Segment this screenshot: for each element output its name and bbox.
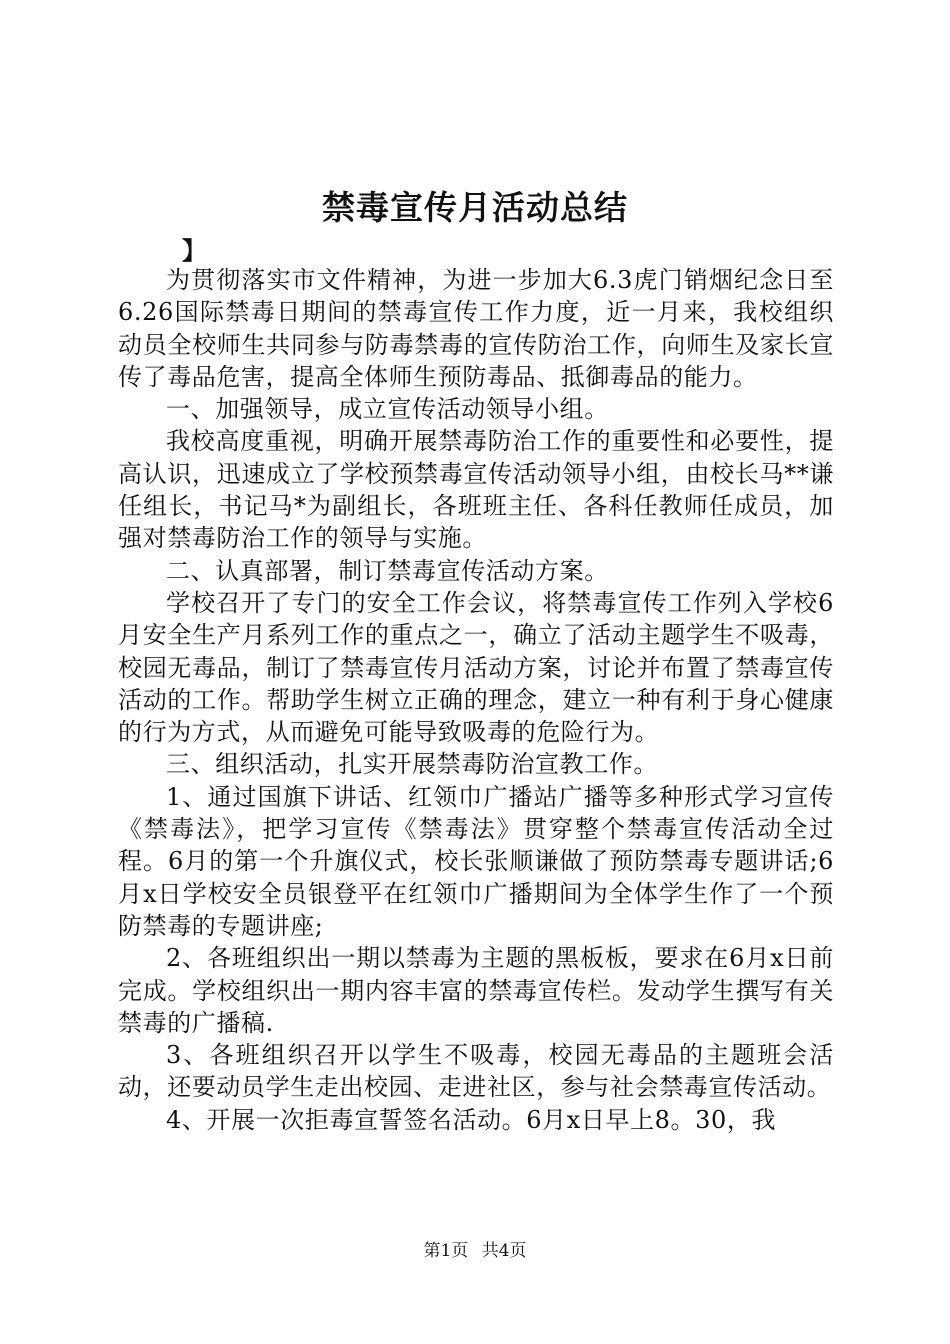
page-footer [0, 1239, 950, 1263]
activity-item-3: 3、各班组织召开以学生不吸毒，校园无毒品的主题班会活动，还要动员学生走出校园、走进社区，参与社会禁毒宣传活动。 [118, 1041, 834, 1102]
document-body [118, 264, 834, 1136]
page-total: 共4页 [481, 1241, 527, 1261]
activity-item-1: 1、通过国旗下讲话、红领巾广播站广播等多种形式学习宣传《禁毒法》，把学习宣传《禁毒法》贯穿整个禁毒宣传活动全过程。6月的第一个升旗仪式，校长张顺谦做了预防禁毒专题讲话;6月x日学校安全员银登平在红领巾广播期间为全体学生作了一个预防禁毒的专题讲座; [118, 782, 834, 940]
document-title: 禁毒宣传月活动总结 [322, 188, 628, 227]
page-number: 第1页 [423, 1241, 469, 1261]
intro-paragraph: 为贯彻落实市文件精神，为进一步加大6.3虎门销烟纪念日至6.26国际禁毒日期间的禁毒宣传工作力度，近一月来，我校组织动员全校师生共同参与防毒禁毒的宣传防治工作，向师生及家长宣传了毒品危害，提高全体师生预防毒品、抵御毒品的能力。 [118, 266, 834, 391]
section-paragraph-2: 学校召开了专门的安全工作会议，将禁毒宣传工作列入学校6月安全生产月系列工作的重点之一，确立了活动主题学生不吸毒，校园无毒品，制订了禁毒宣传月活动方案，讨论并布置了禁毒宣传活动的工作。帮助学生树立正确的理念，建立一种有利于身心健康的行为方式，从而避免可能导致吸毒的危险行为。 [118, 588, 834, 747]
activity-item-4: 4、开展一次拒毒宣誓签名活动。6月x日早上8。30，我 [166, 1105, 777, 1134]
section-heading-3: 三、组织活动，扎实开展禁毒防治宣教工作。 [166, 750, 658, 779]
section-heading-2: 二、认真部署，制订禁毒宣传活动方案。 [166, 556, 609, 585]
bracket-mark: 】 [182, 236, 206, 265]
activity-item-2: 2、各班组织出一期以禁毒为主题的黑板板，要求在6月x日前完成。学校组织出一期内容丰富的禁毒宣传栏。发动学生撰写有关禁毒的广播稿. [118, 944, 834, 1037]
section-heading-1: 一、加强领导，成立宣传活动领导小组。 [166, 395, 609, 424]
section-paragraph-1: 我校高度重视，明确开展禁毒防治工作的重要性和必要性，提高认识，迅速成立了学校预禁毒宣传活动领导小组，由校长马**谦任组长，书记马*为副组长，各班班主任、各科任教师任成员，加强对禁毒防治工作的领导与实施。 [118, 427, 834, 553]
